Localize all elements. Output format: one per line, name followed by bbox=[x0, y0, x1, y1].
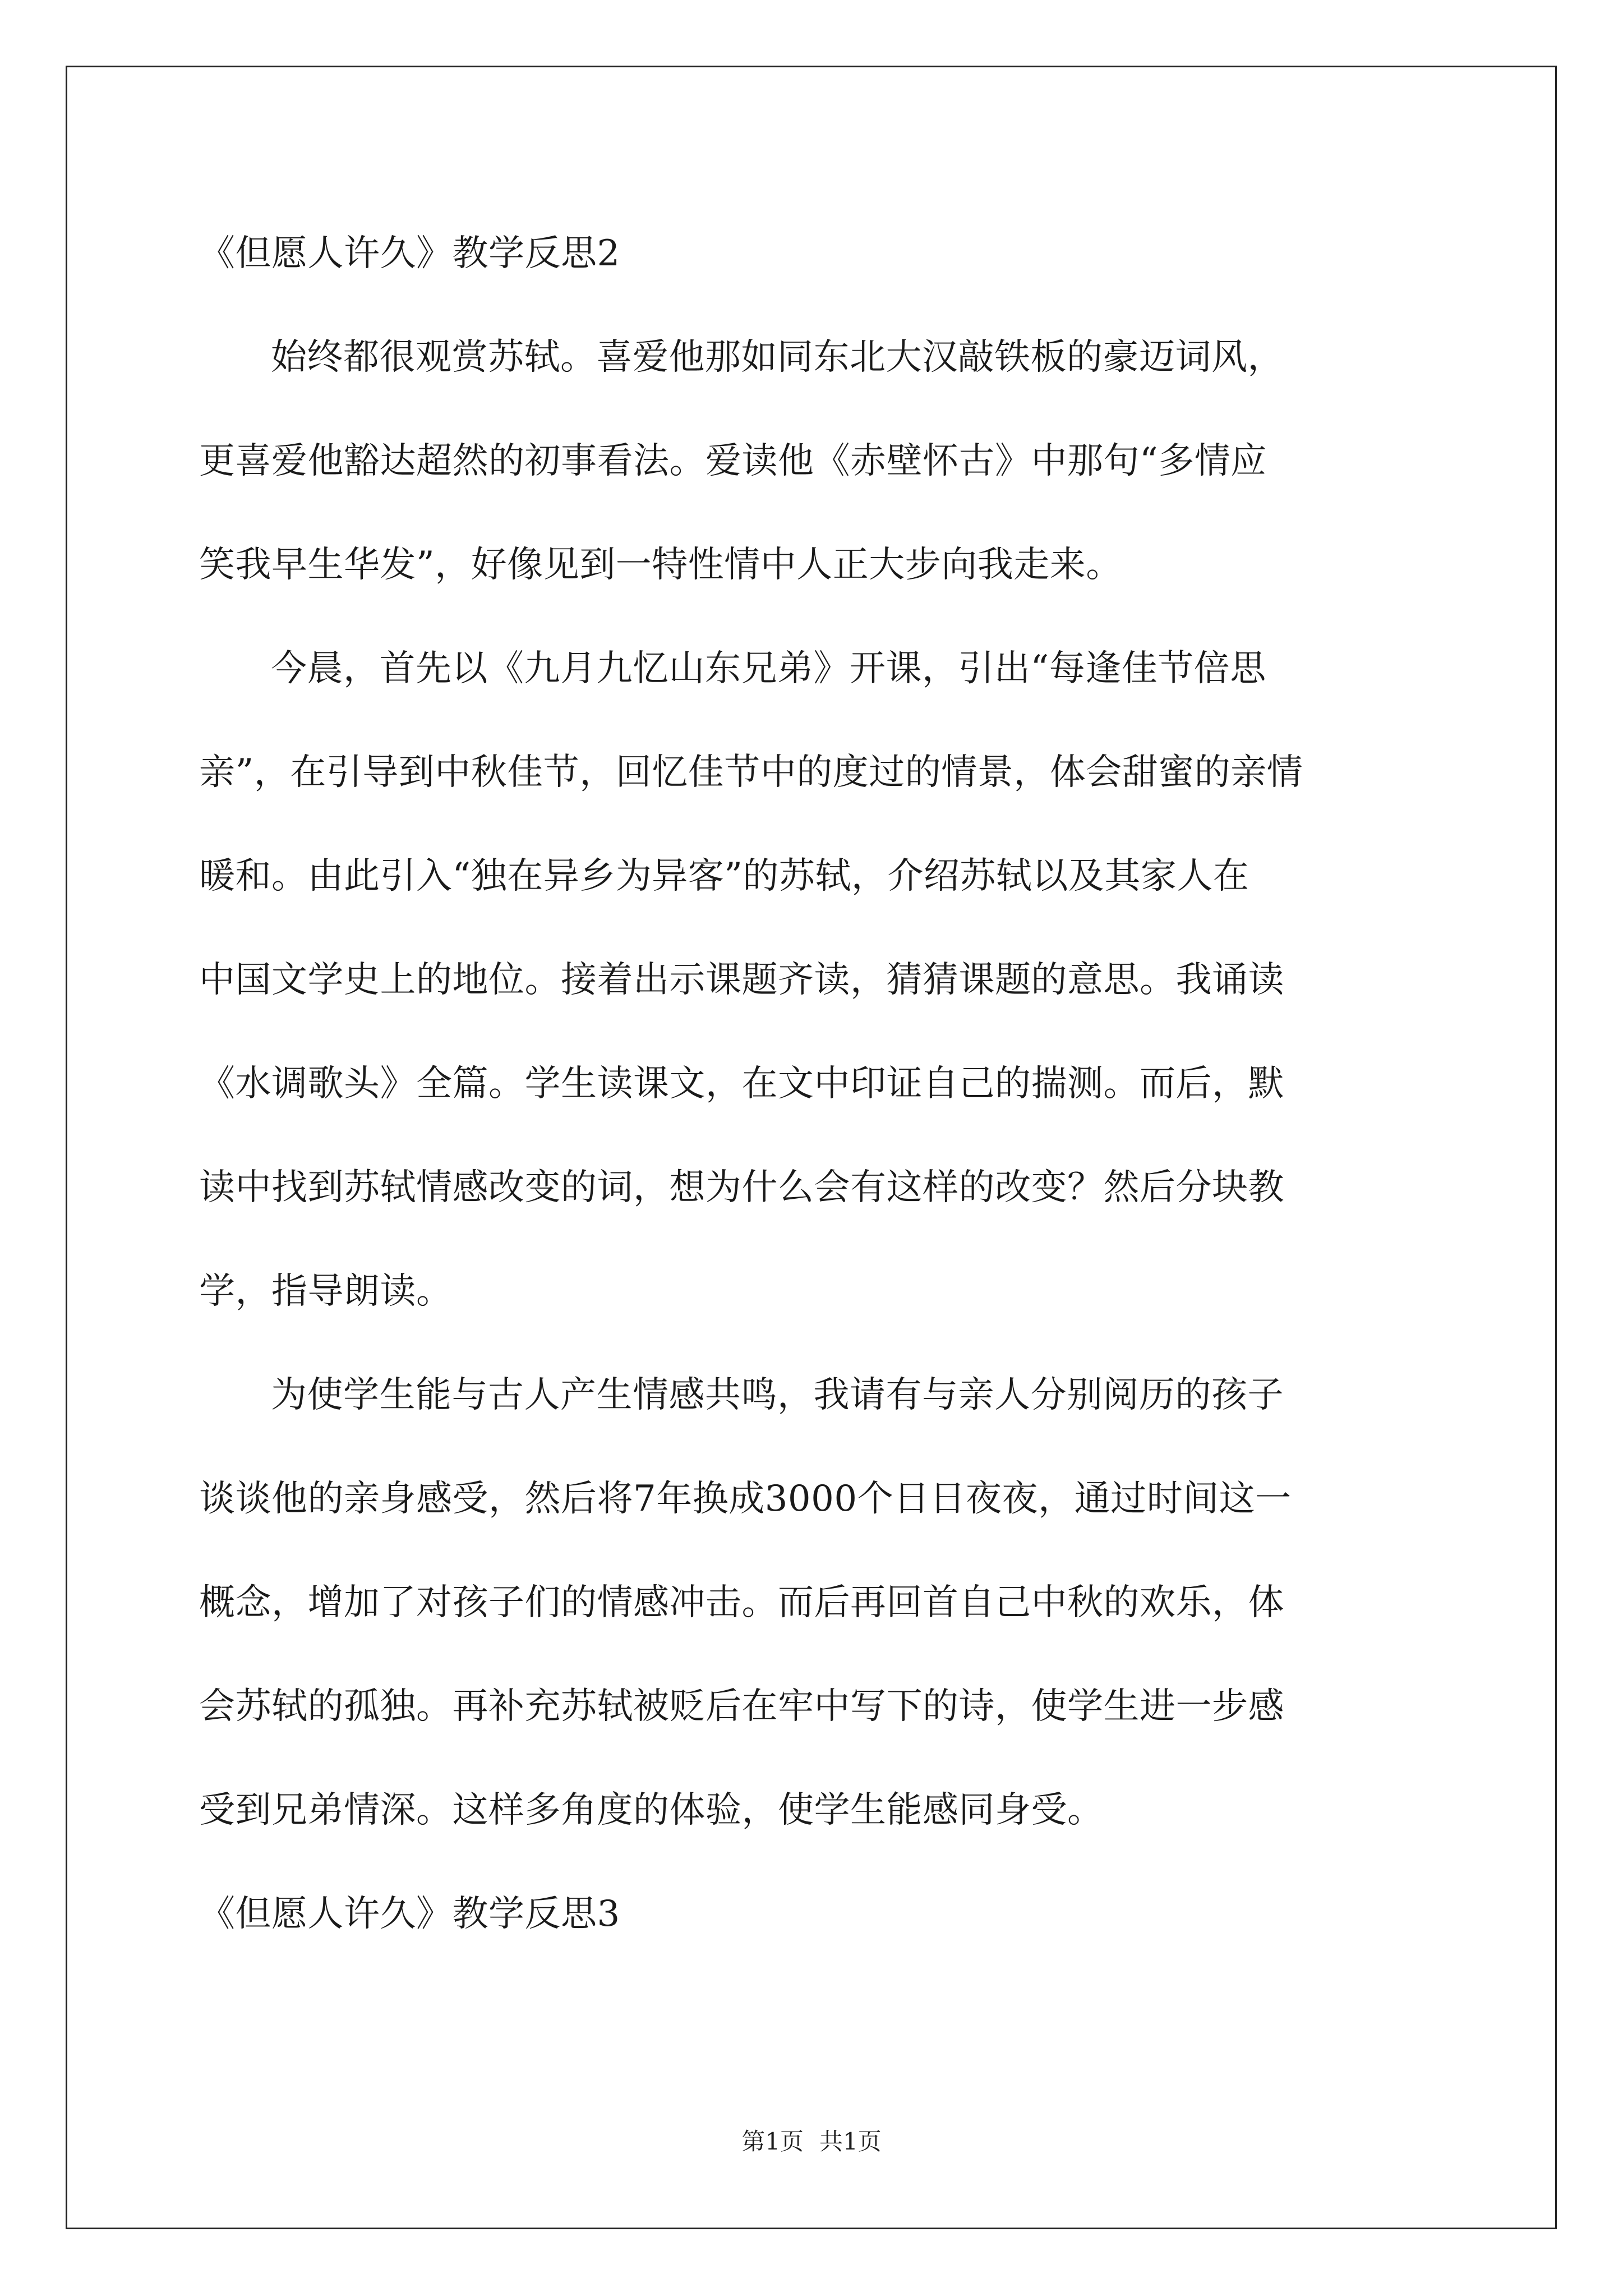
paragraph-line: 暖和。由此引入“独在异乡为异客”的苏轼，介绍苏轼以及其家人在 bbox=[199, 855, 1249, 897]
paragraph-line: 《水调歌头》全篇。学生读课文，在文中印证自己的揣测。而后，默 bbox=[199, 1063, 1284, 1105]
paragraph-line: 会苏轼的孤独。再补充苏轼被贬后在牢中写下的诗，使学生进一步感 bbox=[199, 1686, 1284, 1727]
paragraph-line: 今晨，首先以《九月九忆山东兄弟》开课，引出“每逢佳节倍思 bbox=[271, 648, 1266, 689]
paragraph-line: 读中找到苏轼情感改变的词，想为什么会有这样的改变？然后分块教 bbox=[199, 1167, 1284, 1208]
section-heading: 《但愿人许久》教学反思3 bbox=[199, 1893, 620, 1935]
paragraph-line: 中国文学史上的地位。接着出示课题齐读，猜猜课题的意思。我诵读 bbox=[199, 959, 1284, 1001]
paragraph-line: 始终都很观赏苏轼。喜爱他那如同东北大汉敲铁板的豪迈词风， bbox=[271, 337, 1284, 378]
paragraph-line: 亲”，在引导到中秋佳节，回忆佳节中的度过的情景，体会甜蜜的亲情 bbox=[199, 752, 1303, 793]
paragraph-line: 学，指导朗读。 bbox=[199, 1271, 453, 1312]
paragraph-line: 受到兄弟情深。这样多角度的体验，使学生能感同身受。 bbox=[199, 1789, 1104, 1831]
page-total: 共1页 bbox=[819, 2128, 882, 2155]
page-footer bbox=[0, 2126, 1623, 2157]
paragraph-line: 概念，增加了对孩子们的情感冲击。而后再回首自己中秋的欢乐，体 bbox=[199, 1582, 1284, 1623]
paragraph-line: 谈谈他的亲身感受，然后将7年换成3000个日日夜夜，通过时间这一 bbox=[199, 1478, 1292, 1520]
page-number: 第1页 bbox=[741, 2128, 804, 2155]
paragraph-line: 为使学生能与古人产生情感共鸣，我请有与亲人分别阅历的孩子 bbox=[271, 1374, 1284, 1416]
paragraph-line: 笑我早生华发”，好像见到一特性情中人正大步向我走来。 bbox=[199, 544, 1122, 586]
section-heading: 《但愿人许久》教学反思2 bbox=[199, 233, 620, 274]
paragraph-line: 更喜爱他豁达超然的初事看法。爱读他《赤壁怀古》中那句“多情应 bbox=[199, 440, 1267, 482]
